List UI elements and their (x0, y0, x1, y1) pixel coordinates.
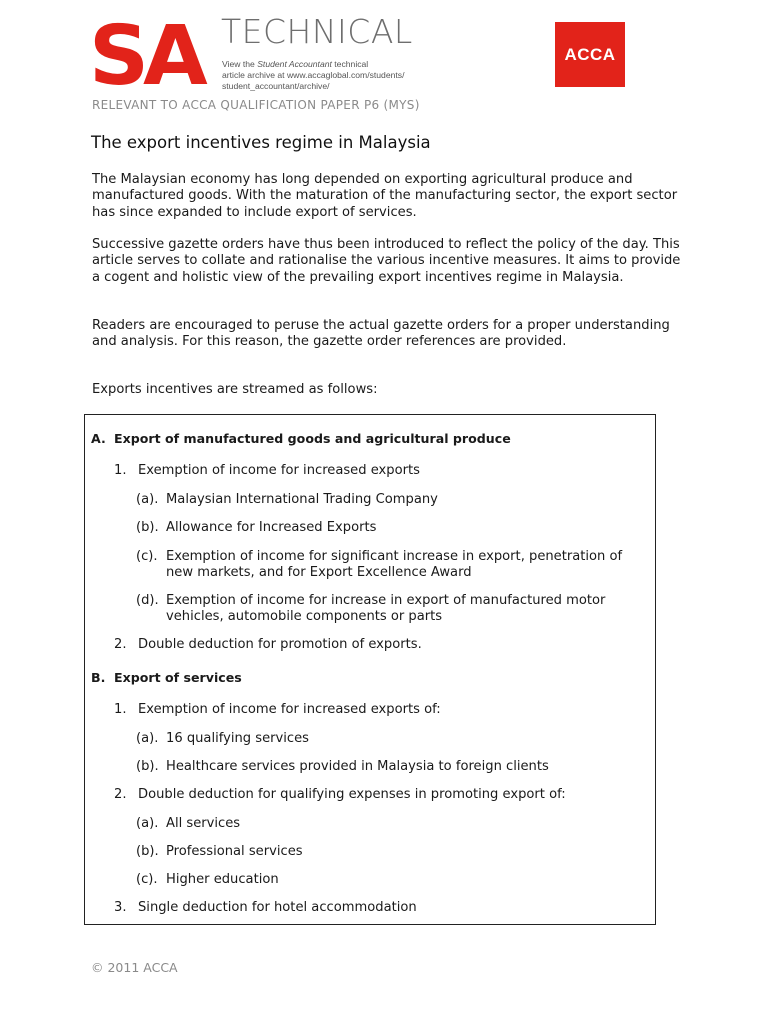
archive-note-line-2[interactable]: article archive at www.accaglobal.com/students/ (222, 70, 405, 80)
outline-subitem-b2b: (b). Professional services (136, 844, 303, 859)
outline-subitem-b2c: (c). Higher education (136, 872, 279, 887)
outline-subitem-b2a: (a). All services (136, 816, 241, 831)
outline-subitem-a1c: (c). Exemption of income for significant increase in export, penetration of new markets, and for Export Excellence Award (136, 549, 623, 580)
intro-paragraph-3: Readers are encouraged to peruse the actual gazette orders for a proper understanding and analysis. For this reason, the gazette order references are provided. (92, 318, 670, 350)
outline-item-a2: 2. Double deduction for promotion of exports. (114, 637, 422, 652)
sa-logo-text: SA (88, 9, 202, 104)
intro-paragraph-4: Exports incentives are streamed as follows: (92, 382, 378, 397)
archive-note-line-3[interactable]: student_accountant/archive/ (222, 81, 330, 91)
outline-subitem-b1b: (b). Healthcare services provided in Malaysia to foreign clients (136, 759, 549, 774)
archive-note (222, 59, 432, 92)
outline-item-b1: 1. Exemption of income for increased exports of: (114, 702, 441, 717)
outline-subitem-a1b: (b). Allowance for Increased Exports (136, 520, 377, 535)
sa-logo (88, 9, 206, 104)
article-title: The export incentives regime in Malaysia (91, 133, 431, 152)
intro-paragraph-1: The Malaysian economy has long depended on exporting agricultural produce and manufactured goods. With the maturation of the manufacturing sector, the export sector has since expanded to include export of services. (92, 172, 678, 220)
section-title: TECHNICAL (221, 12, 413, 51)
relevant-paper-label: RELEVANT TO ACCA QUALIFICATION PAPER P6 (MYS) (92, 98, 420, 112)
outline-subitem-b1a: (a). 16 qualifying services (136, 731, 309, 746)
outline-subitem-a1d: (d). Exemption of income for increase in export of manufactured motor vehicles, automobile components or parts (136, 593, 606, 624)
section-b-heading: B. Export of services (91, 670, 242, 685)
outline-item-b3: 3. Single deduction for hotel accommodation (114, 900, 417, 915)
archive-note-line-1: View the Student Accountant technical (222, 59, 369, 69)
outline-subitem-a1a: (a). Malaysian International Trading Company (136, 492, 438, 507)
outline-item-b2: 2. Double deduction for qualifying expenses in promoting export of: (114, 787, 566, 802)
acca-logo: ACCA (555, 22, 625, 87)
section-a-heading: A. Export of manufactured goods and agricultural produce (91, 431, 511, 446)
copyright-footer: © 2011 ACCA (91, 960, 178, 975)
outline-item-a1: 1. Exemption of income for increased exports (114, 463, 420, 478)
intro-paragraph-2: Successive gazette orders have thus been introduced to reflect the policy of the day. This article serves to collate and rationalise the various incentive measures. It aims to provide a cogent and holistic view of the prevailing export incentives regime in Malaysia. (92, 237, 681, 285)
